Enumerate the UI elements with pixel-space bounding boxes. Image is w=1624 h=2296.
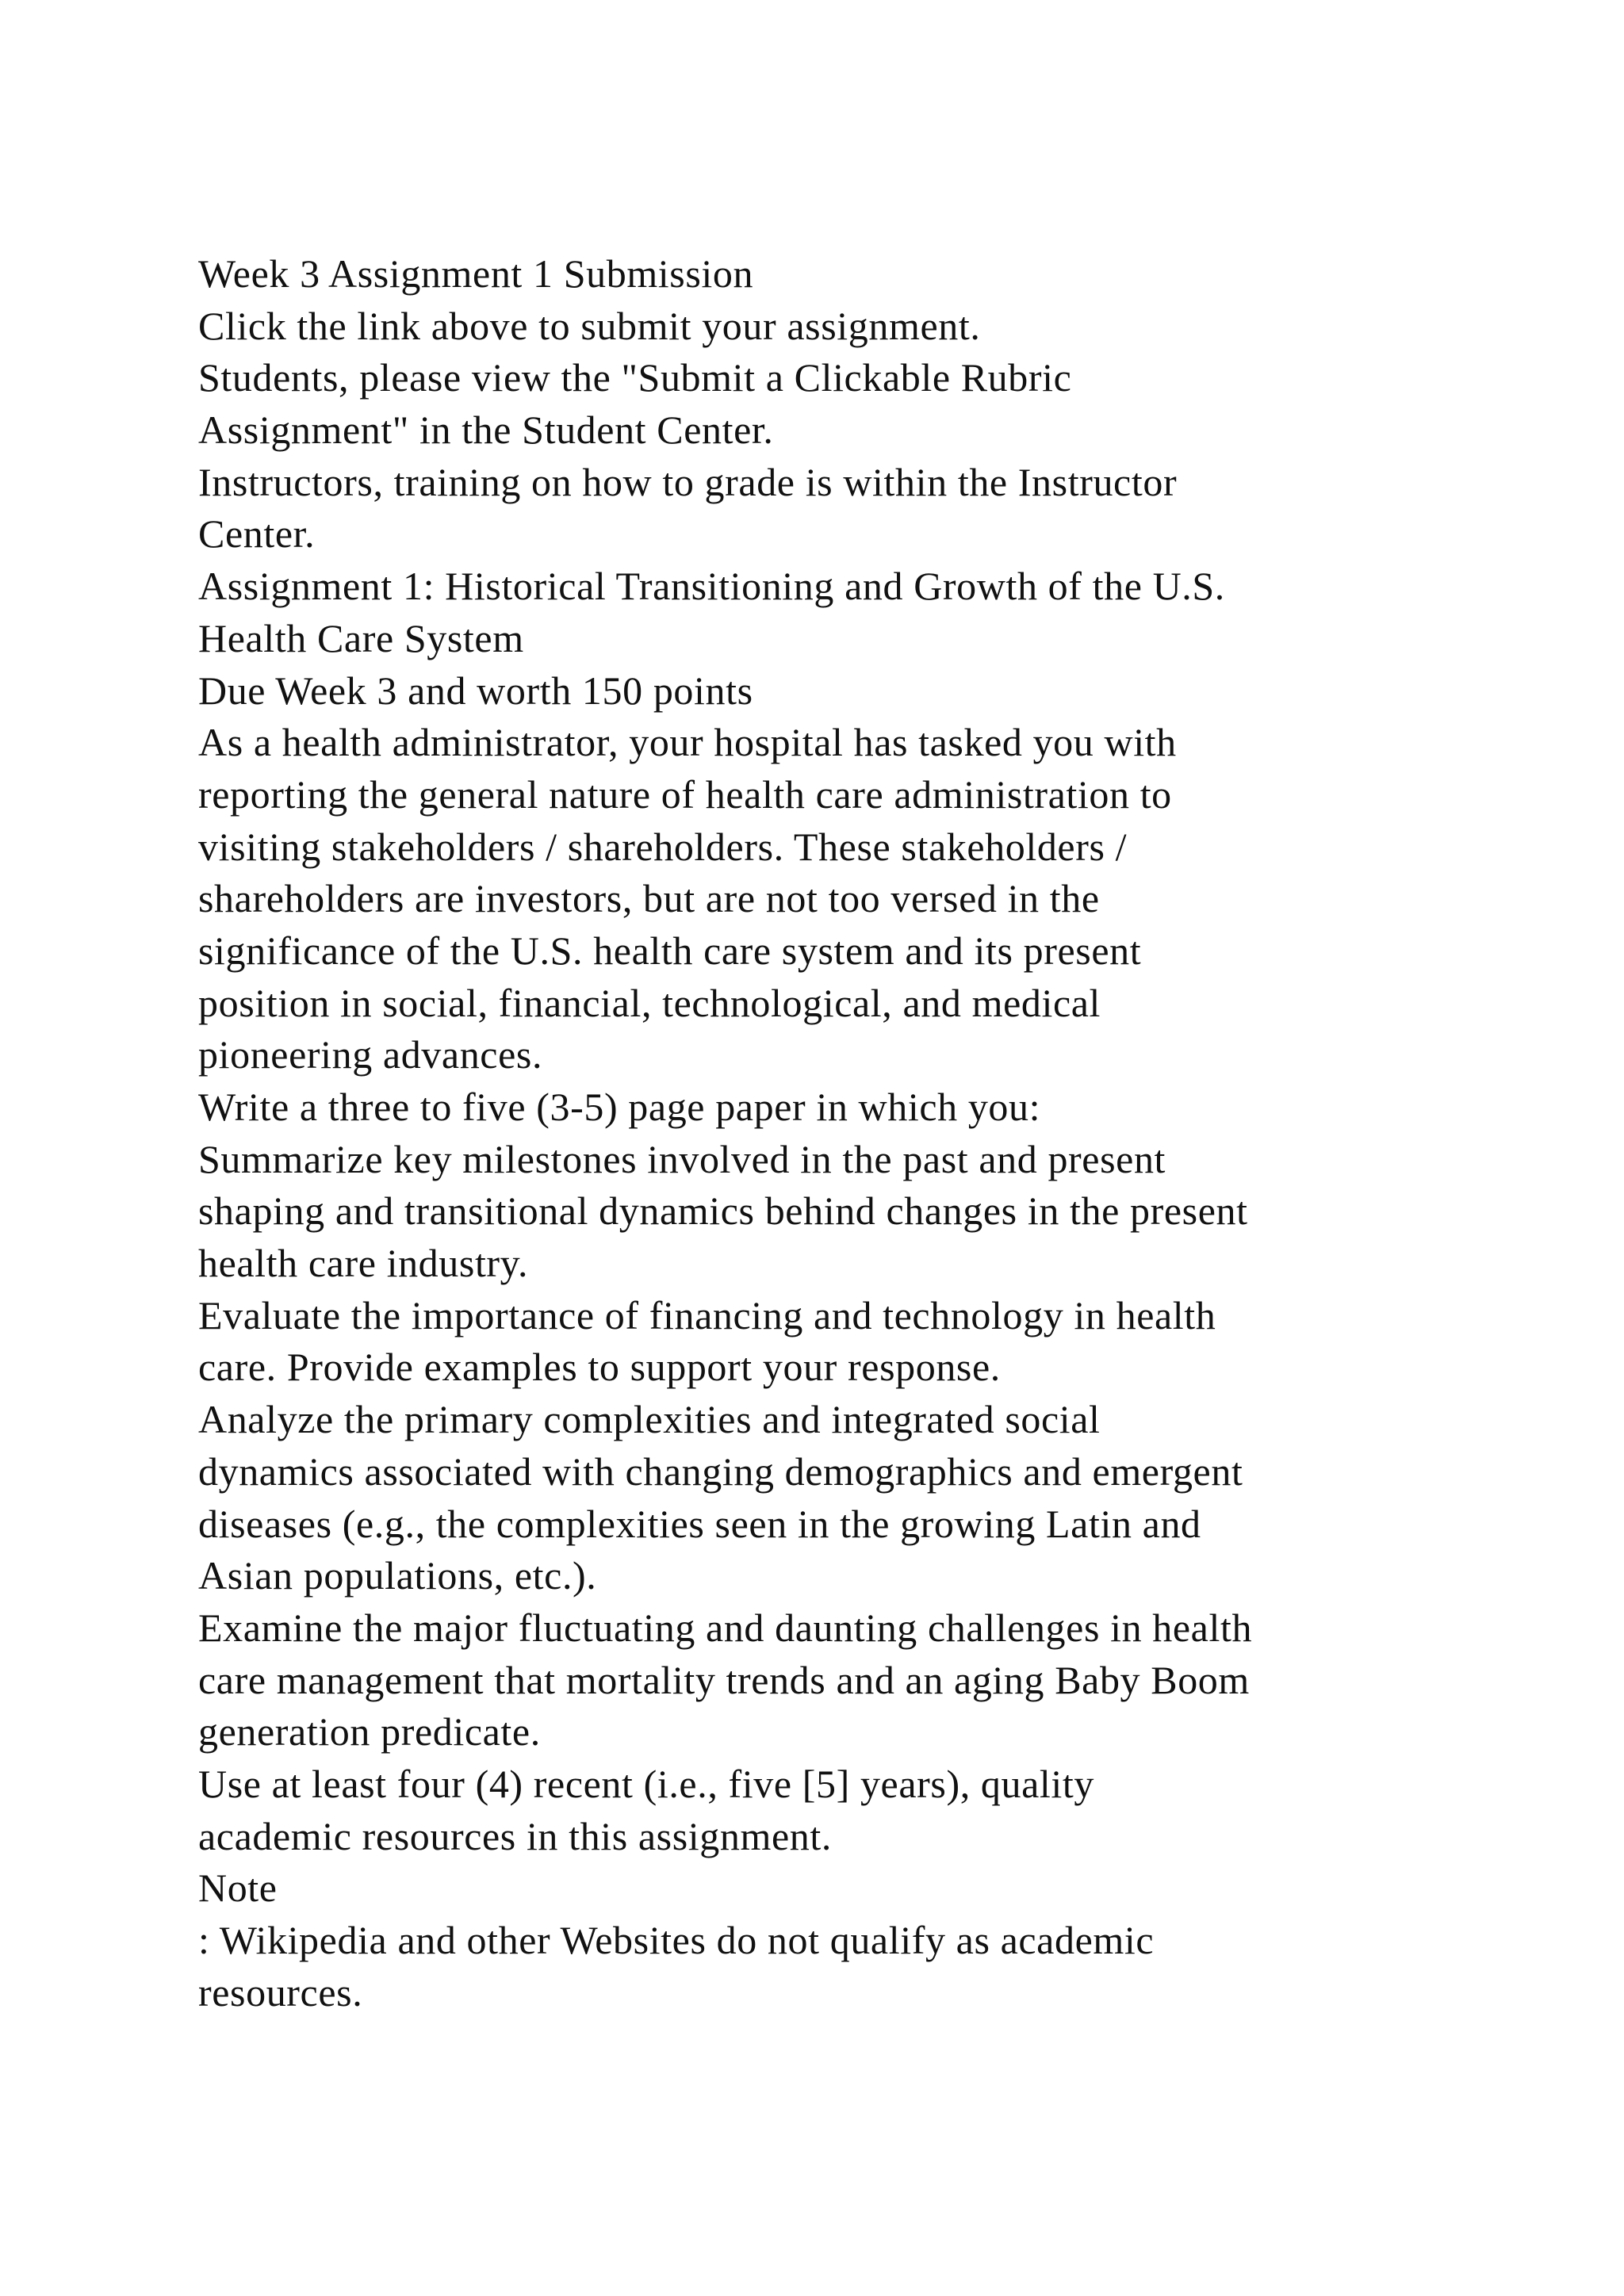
text-line: Summarize key milestones involved in the past and present bbox=[198, 1136, 1166, 1181]
document-title: Week 3 Assignment 1 Submission bbox=[198, 251, 754, 296]
text-line: Health Care System bbox=[198, 615, 524, 660]
text-line: Write a three to five (3-5) page paper in which you: bbox=[198, 1085, 1041, 1129]
text-line: Examine the major fluctuating and daunting challenges in health bbox=[198, 1605, 1253, 1650]
text-line: significance of the U.S. health care system and its present bbox=[198, 928, 1142, 973]
text-line: Due Week 3 and worth 150 points bbox=[198, 668, 753, 713]
text-line: Center. bbox=[198, 511, 316, 557]
text-line: Assignment" in the Student Center. bbox=[198, 408, 774, 453]
text-line: position in social, financial, technological, and medical bbox=[198, 980, 1101, 1025]
text-line: health care industry. bbox=[198, 1241, 529, 1286]
document-body bbox=[198, 248, 1546, 2019]
text-line: Note bbox=[198, 1866, 278, 1911]
text-line: shaping and transitional dynamics behind changes in the present bbox=[198, 1188, 1248, 1234]
text-line: As a health administrator, your hospital has tasked you with bbox=[198, 720, 1177, 765]
text-line: Analyze the primary complexities and integrated social bbox=[198, 1397, 1101, 1442]
text-line: care management that mortality trends and an aging Baby Boom bbox=[198, 1657, 1250, 1702]
text-line: generation predicate. bbox=[198, 1709, 541, 1755]
text-line: : Wikipedia and other Websites do not qualify as academic bbox=[198, 1918, 1155, 1962]
text-line: diseases (e.g., the complexities seen in the growing Latin and bbox=[198, 1501, 1201, 1546]
text-line: Assignment 1: Historical Transitioning and Growth of the U.S. bbox=[198, 564, 1225, 609]
text-line: Students, please view the "Submit a Clickable Rubric bbox=[198, 355, 1072, 400]
text-line: reporting the general nature of health care administration to bbox=[198, 771, 1172, 817]
text-line: care. Provide examples to support your response. bbox=[198, 1345, 1001, 1390]
text-line: shareholders are investors, but are not too versed in the bbox=[198, 876, 1100, 921]
text-line: visiting stakeholders / shareholders. These stakeholders / bbox=[198, 824, 1128, 869]
text-line: Use at least four (4) recent (i.e., five [5] years), quality bbox=[198, 1761, 1094, 1806]
text-line: Instructors, training on how to grade is within the Instructor bbox=[198, 459, 1178, 504]
text-line: Evaluate the importance of financing and technology in health bbox=[198, 1292, 1216, 1337]
text-line: pioneering advances. bbox=[198, 1032, 543, 1077]
text-line: Click the link above to submit your assignment. bbox=[198, 303, 981, 348]
text-line: resources. bbox=[198, 1969, 363, 2015]
text-line: Asian populations, etc.). bbox=[198, 1553, 597, 1598]
text-line: academic resources in this assignment. bbox=[198, 1813, 832, 1858]
text-line: dynamics associated with changing demographics and emergent bbox=[198, 1448, 1243, 1494]
